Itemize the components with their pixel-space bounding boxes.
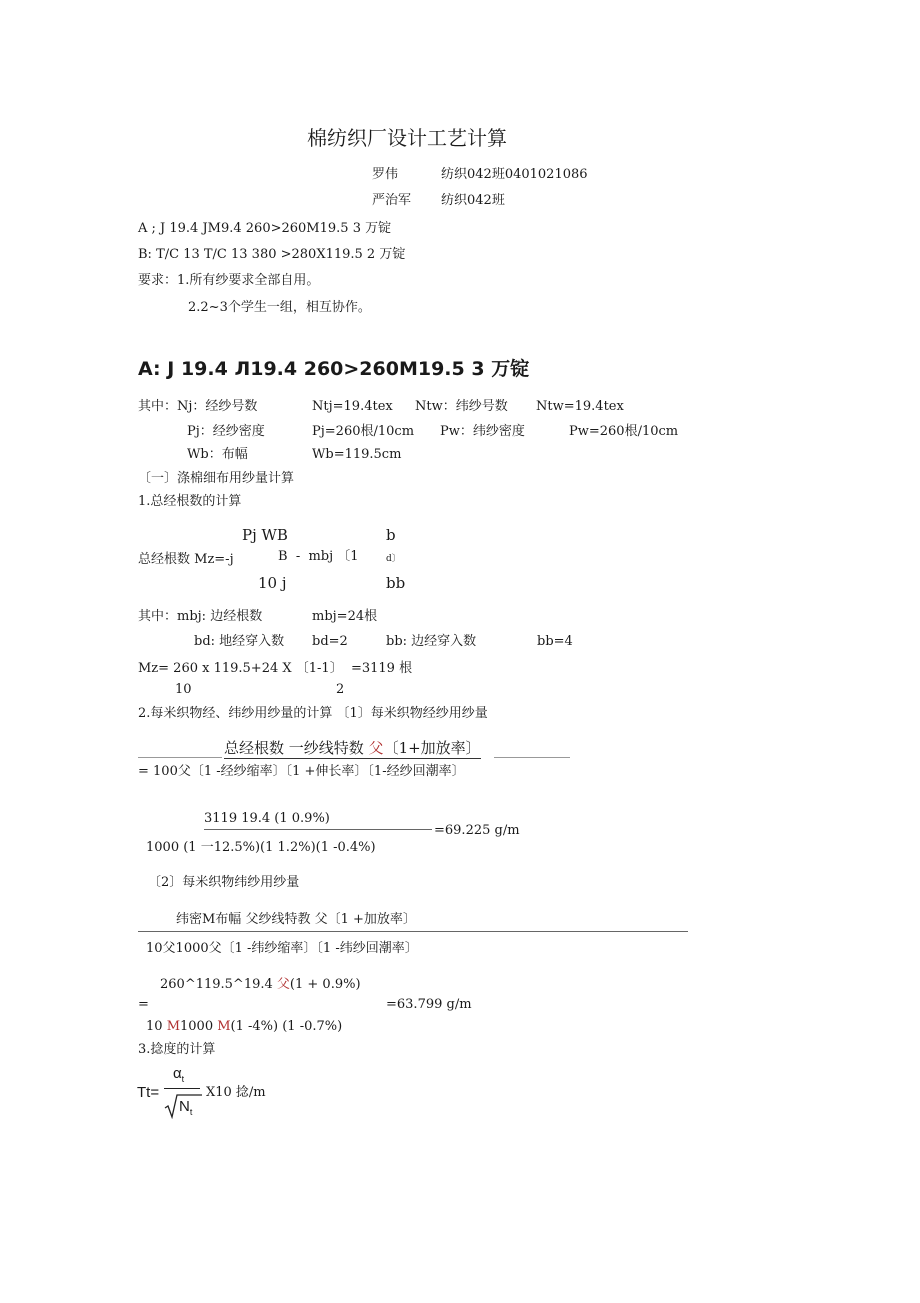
fraction-line — [164, 1088, 200, 1089]
fraction-line — [138, 931, 688, 932]
spec-line-b: B: T/C 13 T/C 13 380 >280X119.5 2 万锭 — [138, 247, 406, 262]
param-row: Wb：布幅 — [187, 447, 248, 462]
formula-middle: B - mbj 〔1 — [278, 549, 359, 564]
twist-numerator: $\alpha_t$ — [173, 1065, 185, 1084]
where-value: mbj=24根 — [312, 609, 378, 624]
author-name: 罗伟 — [372, 167, 399, 182]
where-row: 其中：mbj: 边经根数 — [138, 609, 263, 624]
step-heading: 2.每米织物经、纬纱用纱量的计算 〔1〕每米织物经纱用纱量 — [138, 706, 488, 721]
param-row: Ntw：纬纱号数 — [415, 399, 508, 414]
param-row: Pj：经纱密度 — [187, 424, 265, 439]
calculation-result: =63.799 g/m — [386, 997, 472, 1012]
where-row: bd: 地经穿入数 — [194, 634, 285, 649]
param-row: Pw：纬纱密度 — [440, 424, 525, 439]
formula-numerator: Pj WB — [242, 526, 288, 544]
formula-numerator: 纬密M布幅 父纱线特教 父〔1 +加放率〕 — [176, 912, 416, 927]
param-value: Ntj=19.4tex — [312, 399, 393, 414]
document-title: 棉纺织厂设计工艺计算 — [307, 126, 507, 150]
step-heading: 3.捻度的计算 — [138, 1042, 216, 1057]
requirement-item: 2.2~3个学生一组，相互协作。 — [188, 300, 371, 315]
formula-numerator: 总经根数 一纱线特数 父〔1+加放率〕 — [224, 739, 481, 757]
author-info: 纺织042班 — [441, 193, 505, 208]
section-heading: A: J 19.4 Л19.4 260>260M19.5 3 万锭 — [138, 358, 530, 380]
param-value: Pj=260根/10cm — [312, 424, 415, 439]
param-value: Wb=119.5cm — [312, 447, 402, 462]
where-value: bd=2 — [312, 634, 348, 649]
subsection-heading: 〔一〕涤棉细布用纱量计算 — [138, 471, 295, 486]
twist-rhs: X10 捻/m — [206, 1085, 266, 1100]
calculation-numerator: 3119 19.4 (1 0.9%) — [204, 811, 330, 826]
formula-symbol: b — [386, 526, 396, 544]
step-heading: 1.总经根数的计算 — [138, 494, 242, 509]
formula-lhs: 总经根数 Mz=-j — [138, 552, 234, 567]
calculation-result: =69.225 g/m — [434, 823, 520, 838]
calculation-line: Mz= 260 x 119.5+24 X 〔1-1〕 =3119 根 — [138, 661, 413, 676]
formula-symbol: bb — [386, 574, 406, 592]
calculation-denominator: 2 — [336, 682, 345, 697]
param-value: Ntw=19.4tex — [536, 399, 624, 414]
spec-line-a: A ; J 19.4 JM9.4 260>260M19.5 3 万锭 — [138, 221, 392, 236]
formula-denominator: 10 j — [258, 574, 287, 592]
author-info: 纺织042班0401021086 — [441, 167, 588, 182]
param-value: Pw=260根/10cm — [569, 424, 679, 439]
subsection-heading: 〔2〕每米织物纬纱用纱量 — [148, 875, 300, 890]
fraction-line — [494, 757, 570, 758]
where-row: bb: 边经穿入数 — [386, 634, 477, 649]
equals-sign: = — [138, 997, 149, 1012]
fraction-line — [204, 829, 432, 830]
param-row: 其中：Nj：经纱号数 — [138, 399, 258, 414]
formula-denominator: = 100父〔1 -经纱缩率〕〔1 +伸长率〕〔1-经纱回潮率〕 — [138, 764, 465, 779]
formula-subscript: d〕 — [386, 554, 401, 564]
author-name: 严治军 — [372, 193, 412, 208]
calculation-numerator: 260^119.5^19.4 父(1 + 0.9%) — [160, 977, 361, 992]
twist-denominator: $N_t$ — [179, 1098, 193, 1117]
calculation-denominator: 10 — [175, 682, 192, 697]
calculation-denominator: 10 M1000 M(1 -4%) (1 -0.7%) — [146, 1019, 343, 1034]
calculation-denominator: 1000 (1 一12.5%)(1 1.2%)(1 -0.4%) — [146, 840, 376, 855]
fraction-line — [138, 757, 222, 758]
requirements-label: 要求：1.所有纱要求全部自用。 — [138, 273, 320, 288]
twist-lhs: Tt= — [137, 1084, 160, 1101]
formula-denominator: 10父1000父〔1 -纬纱缩率〕〔1 -纬纱回潮率〕 — [146, 941, 418, 956]
where-value: bb=4 — [537, 634, 573, 649]
